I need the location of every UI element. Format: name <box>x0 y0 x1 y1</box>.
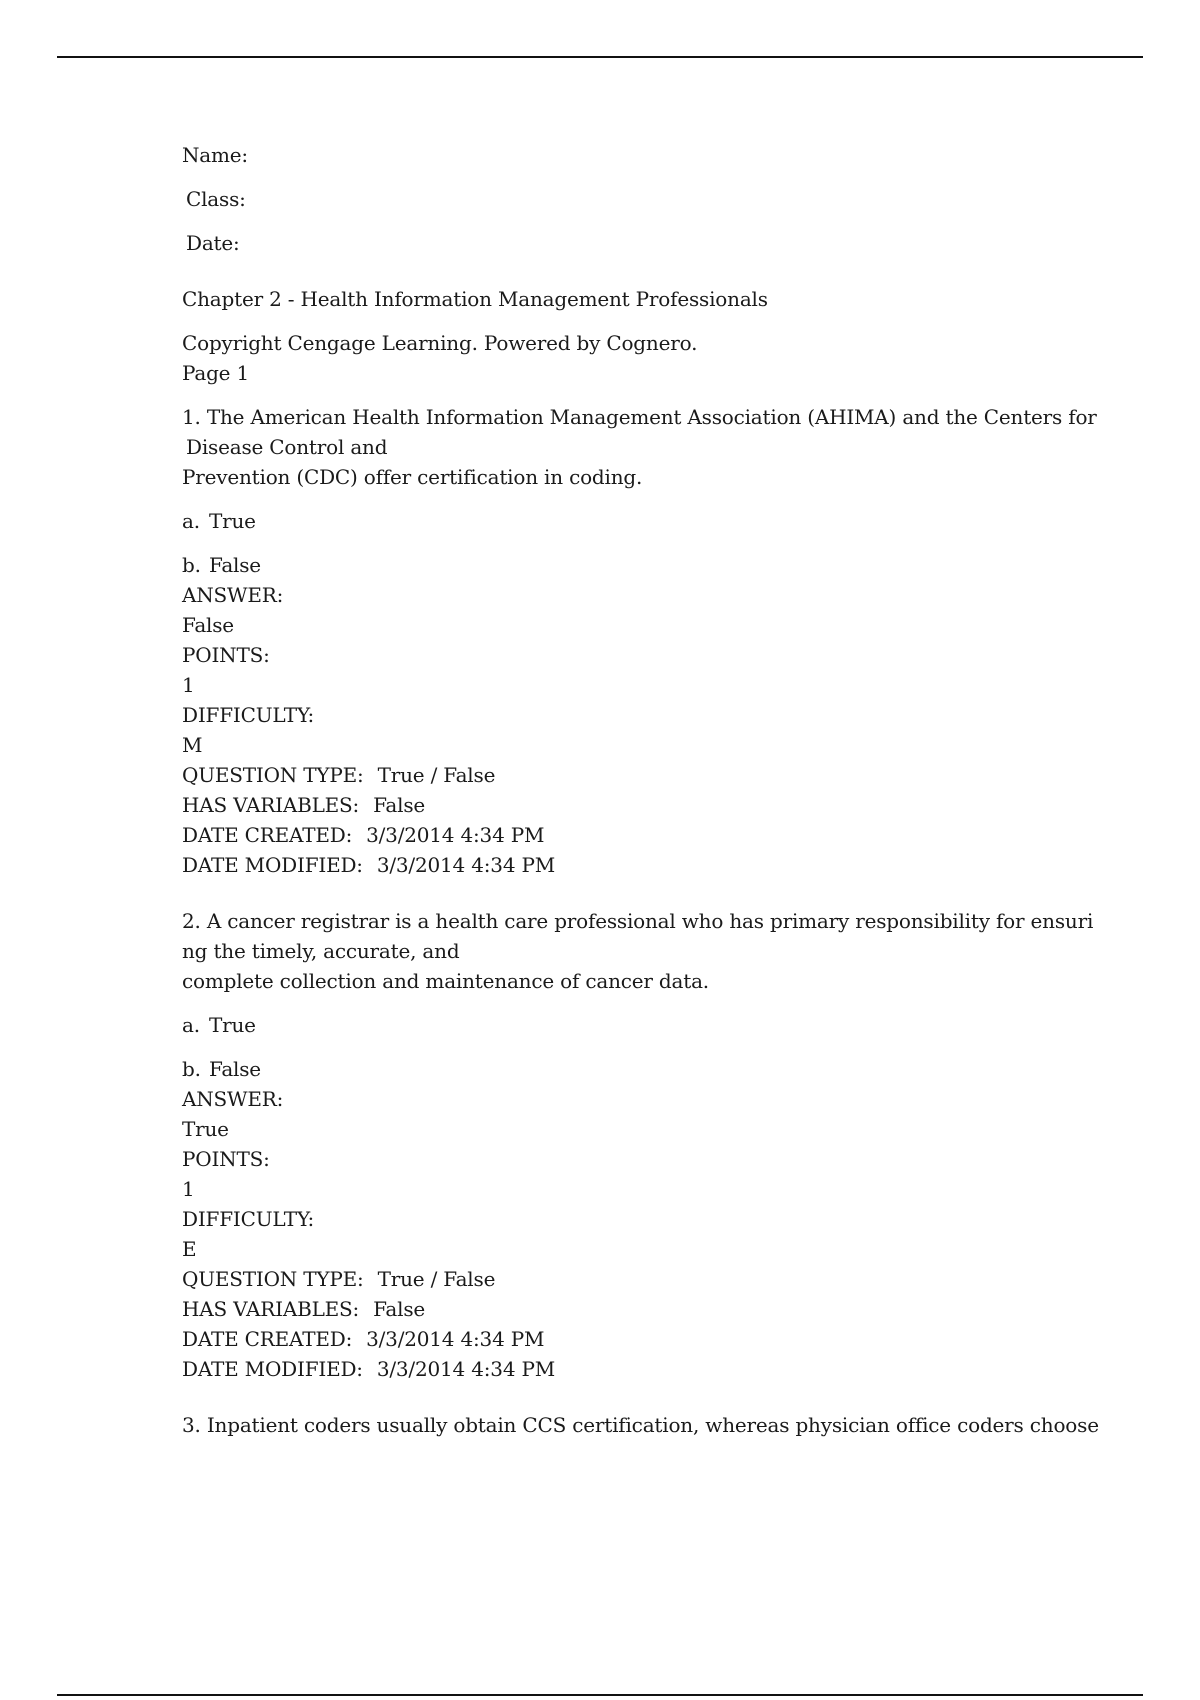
question-stem-line: complete collection and maintenance of cancer data. <box>182 969 709 993</box>
answer-value: False <box>182 613 234 637</box>
question-stem-line: 3. Inpatient coders usually obtain CCS certification, whereas physician office coders choose <box>182 1413 1099 1437</box>
difficulty-value: E <box>182 1237 197 1261</box>
has-variables-value: False <box>373 793 426 817</box>
difficulty-value: M <box>182 733 203 757</box>
class-label: Class: <box>186 187 246 211</box>
points-label: POINTS: <box>182 643 270 667</box>
date-created-row <box>182 1324 1062 1354</box>
question-stem <box>182 906 1094 996</box>
difficulty-label: DIFFICULTY: <box>182 1207 315 1231</box>
points-value: 1 <box>182 1177 195 1201</box>
answer-label: ANSWER: <box>182 1087 284 1111</box>
question-type-row <box>182 760 1062 790</box>
bottom-rule <box>57 1694 1143 1696</box>
answer-value: True <box>182 1117 229 1141</box>
date-label: Date: <box>186 231 240 255</box>
question-stem-line: 1. The American Health Information Management Association (AHIMA) and the Centers for <box>182 405 1097 429</box>
option-b <box>182 1054 1062 1084</box>
date-modified-label: DATE MODIFIED: <box>182 1357 363 1381</box>
date-created-label: DATE CREATED: <box>182 1327 353 1351</box>
has-variables-label: HAS VARIABLES: <box>182 793 360 817</box>
option-text: False <box>209 553 261 577</box>
points-value: 1 <box>182 673 195 697</box>
option-a <box>182 506 1062 536</box>
option-letter: b. <box>182 553 201 577</box>
date-modified-row <box>182 850 1062 880</box>
option-text: True <box>209 509 256 533</box>
date-created-value: 3/3/2014 4:34 PM <box>366 1327 545 1351</box>
chapter-title: Chapter 2 - Health Information Management Professionals <box>182 287 768 311</box>
question-2 <box>182 906 1094 1384</box>
answer-label: ANSWER: <box>182 583 284 607</box>
difficulty-label: DIFFICULTY: <box>182 703 315 727</box>
document-body <box>182 140 1099 1440</box>
date-modified-label: DATE MODIFIED: <box>182 853 363 877</box>
top-rule <box>57 56 1143 58</box>
question-stem-line: 2. A cancer registrar is a health care professional who has primary responsibility for ensuri <box>182 909 1094 933</box>
question-3 <box>182 1410 1099 1440</box>
date-created-value: 3/3/2014 4:34 PM <box>366 823 545 847</box>
question-type-row <box>182 1264 1062 1294</box>
page-number: Page 1 <box>182 361 250 385</box>
option-b <box>182 550 1062 580</box>
option-text: True <box>209 1013 256 1037</box>
question-type-label: QUESTION TYPE: <box>182 763 364 787</box>
date-modified-value: 3/3/2014 4:34 PM <box>376 1357 556 1381</box>
has-variables-label: HAS VARIABLES: <box>182 1297 360 1321</box>
question-type-value: True / False <box>377 763 496 787</box>
date-modified-value: 3/3/2014 4:34 PM <box>376 853 556 877</box>
option-text: False <box>209 1057 261 1081</box>
option-letter: b. <box>182 1057 201 1081</box>
name-label: Name: <box>182 143 248 167</box>
points-label: POINTS: <box>182 1147 270 1171</box>
question-stem-line: ng the timely, accurate, and <box>182 939 460 963</box>
question-stem <box>182 1410 1099 1440</box>
copyright-notice: Copyright Cengage Learning. Powered by Cognero. <box>182 331 698 355</box>
question-type-value: True / False <box>377 1267 496 1291</box>
date-created-label: DATE CREATED: <box>182 823 353 847</box>
date-created-row <box>182 820 1062 850</box>
option-letter: a. <box>182 1013 200 1037</box>
question-stem-line: Prevention (CDC) offer certification in coding. <box>182 465 643 489</box>
has-variables-value: False <box>373 1297 426 1321</box>
question-stem-line: Disease Control and <box>186 435 388 459</box>
question-1 <box>182 402 1097 880</box>
option-a <box>182 1010 1062 1040</box>
question-type-label: QUESTION TYPE: <box>182 1267 364 1291</box>
question-stem <box>182 402 1097 492</box>
has-variables-row <box>182 1294 1062 1324</box>
date-modified-row <box>182 1354 1062 1384</box>
has-variables-row <box>182 790 1062 820</box>
option-letter: a. <box>182 509 200 533</box>
